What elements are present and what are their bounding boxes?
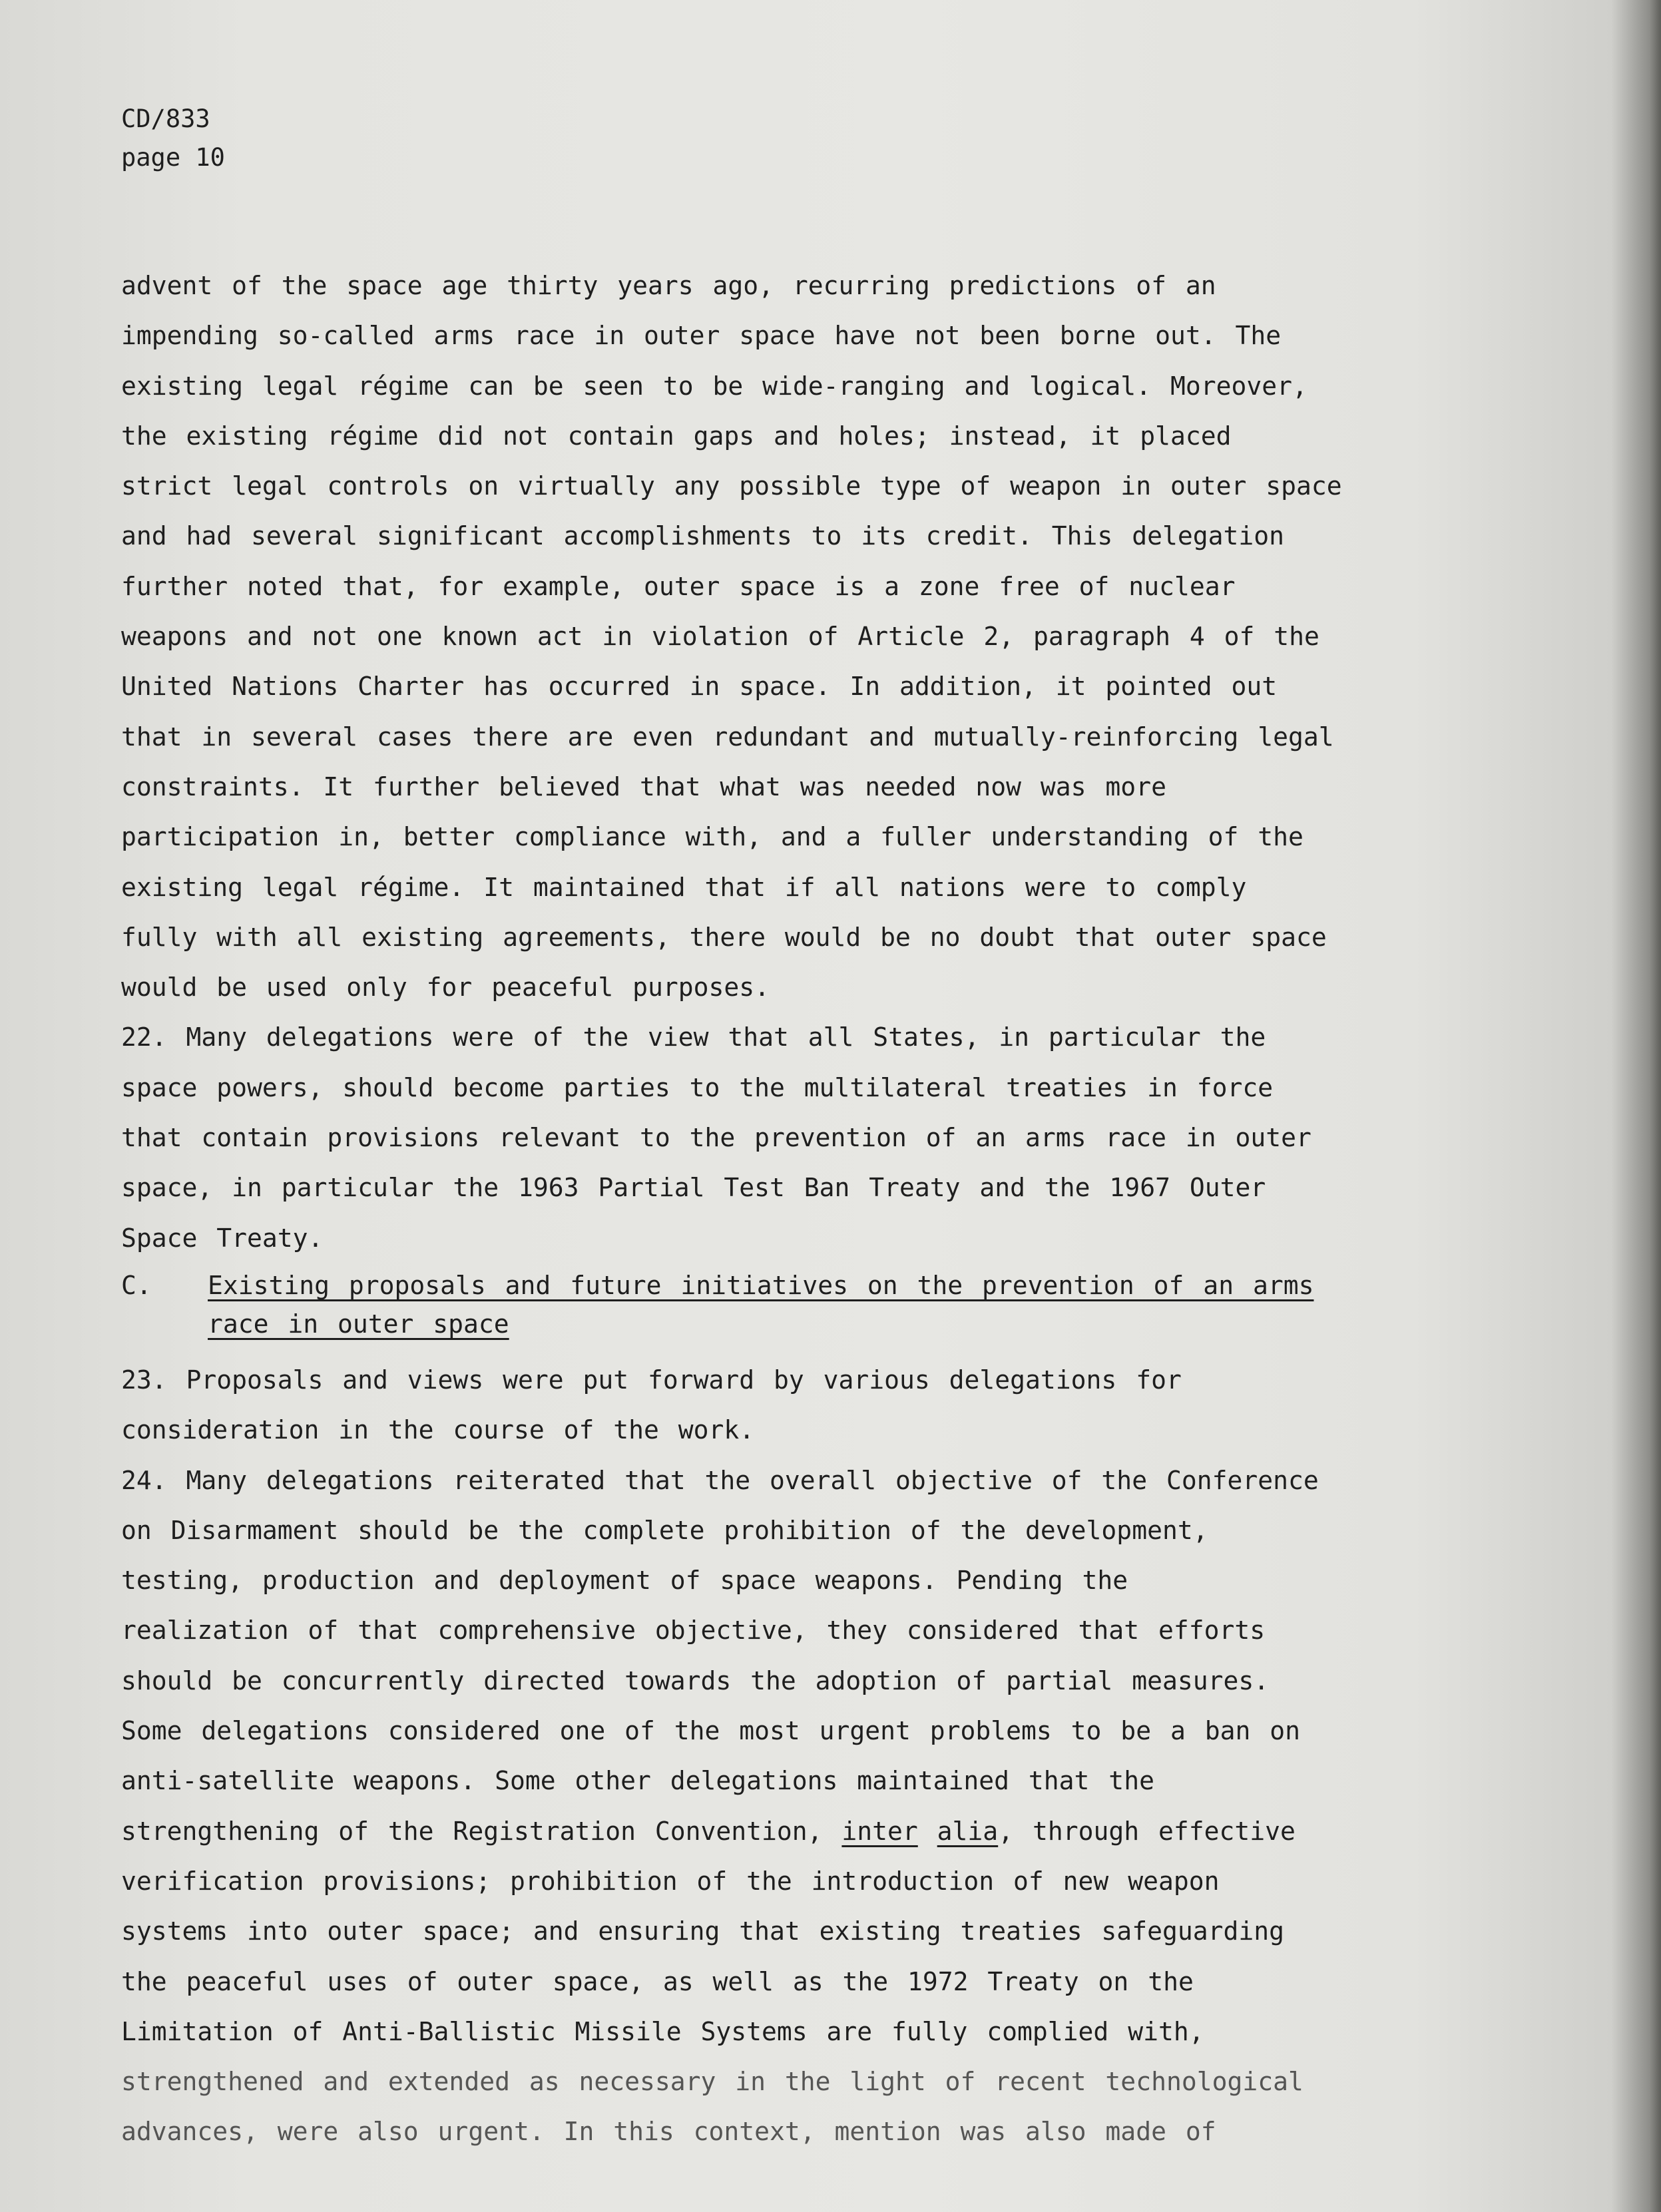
text-line: fully with all existing agreements, there would be no doubt that outer space <box>121 922 1327 952</box>
text-line: strict legal controls on virtually any possible type of weapon in outer space <box>121 471 1342 501</box>
text-line: existing legal régime can be seen to be wide-ranging and logical. Moreover, <box>121 371 1307 401</box>
text-line: constraints. It further believed that what was needed now was more <box>121 772 1166 801</box>
text-line: that in several cases there are even redundant and mutually-reinforcing legal <box>121 722 1334 752</box>
page-number: page 10 <box>121 143 225 172</box>
text-line: United Nations Charter has occurred in space. In addition, it pointed out <box>121 672 1278 702</box>
document-body <box>121 100 1459 2157</box>
text-line: 23. Proposals and views were put forward by various delegations for <box>121 1365 1182 1395</box>
text-line: testing, production and deployment of space weapons. Pending the <box>121 1566 1128 1596</box>
text-line: anti-satellite weapons. Some other delegations maintained that the <box>121 1766 1154 1796</box>
underlined-alia: alia <box>937 1816 999 1846</box>
text-line: 22. Many delegations were of the view that all States, in particular the <box>121 1022 1266 1052</box>
text-line: weapons and not one known act in violation of Article 2, paragraph 4 of the <box>121 622 1319 652</box>
text-line: Some delegations considered one of the most urgent problems to be a ban on <box>121 1716 1300 1746</box>
text-line: impending so-called arms race in outer space have not been borne out. The <box>121 321 1282 351</box>
text-line: existing legal régime. It maintained that if all nations were to comply <box>121 872 1247 902</box>
text-line: advent of the space age thirty years ago, recurring predictions of an <box>121 271 1216 300</box>
text-line: advances, were also urgent. In this context, mention was also made of <box>121 2117 1216 2147</box>
text-line: on Disarmament should be the complete prohibition of the development, <box>121 1515 1208 1545</box>
text-line: space, in particular the 1963 Partial Test Ban Treaty and the 1967 Outer <box>121 1173 1266 1203</box>
section-title <box>208 1266 1313 1343</box>
text-line: the peaceful uses of outer space, as well as the 1972 Treaty on the <box>121 1966 1194 1996</box>
text-line: systems into outer space; and ensuring that existing treaties safeguarding <box>121 1916 1284 1946</box>
page-header <box>121 100 1459 177</box>
text-line: Space Treaty. <box>121 1223 324 1253</box>
inter-line-post: , through effective <box>998 1816 1296 1846</box>
section-heading <box>121 1266 1459 1343</box>
text-line: space powers, should become parties to the multilateral treaties in force <box>121 1072 1274 1102</box>
text-line: and had several significant accomplishments to its credit. This delegation <box>121 521 1284 551</box>
text-line: 24. Many delegations reiterated that the overall objective of the Conference <box>121 1465 1319 1495</box>
text-line: consideration in the course of the work. <box>121 1415 755 1445</box>
text-line-inter-alia <box>121 1807 1459 1857</box>
underlined-inter: inter <box>841 1816 918 1846</box>
text-line: that contain provisions relevant to the prevention of an arms race in outer <box>121 1123 1311 1153</box>
text-line: the existing régime did not contain gaps and holes; instead, it placed <box>121 421 1232 451</box>
text-line: would be used only for peaceful purposes. <box>121 973 770 1002</box>
main-text <box>121 261 1459 2157</box>
text-line: Limitation of Anti-Ballistic Missile Systems are fully complied with, <box>121 2016 1204 2046</box>
inter-line-space <box>918 1817 937 1846</box>
section-title-line: Existing proposals and future initiatives on the prevention of an arms <box>208 1270 1314 1300</box>
text-line: should be concurrently directed towards the adoption of partial measures. <box>121 1665 1270 1695</box>
text-line: participation in, better compliance with, and a fuller understanding of the <box>121 822 1304 852</box>
text-line: further noted that, for example, outer space is a zone free of nuclear <box>121 571 1236 601</box>
text-line: strengthened and extended as necessary in the light of recent technological <box>121 2067 1304 2097</box>
text-line: verification provisions; prohibition of the introduction of new weapon <box>121 1866 1220 1896</box>
text-line: realization of that comprehensive objective, they considered that efforts <box>121 1616 1266 1646</box>
inter-line-pre: strengthening of the Registration Convention, <box>121 1816 842 1846</box>
section-title-line: race in outer space <box>208 1309 509 1339</box>
section-letter: C. <box>121 1270 152 1300</box>
document-id: CD/833 <box>121 105 210 133</box>
